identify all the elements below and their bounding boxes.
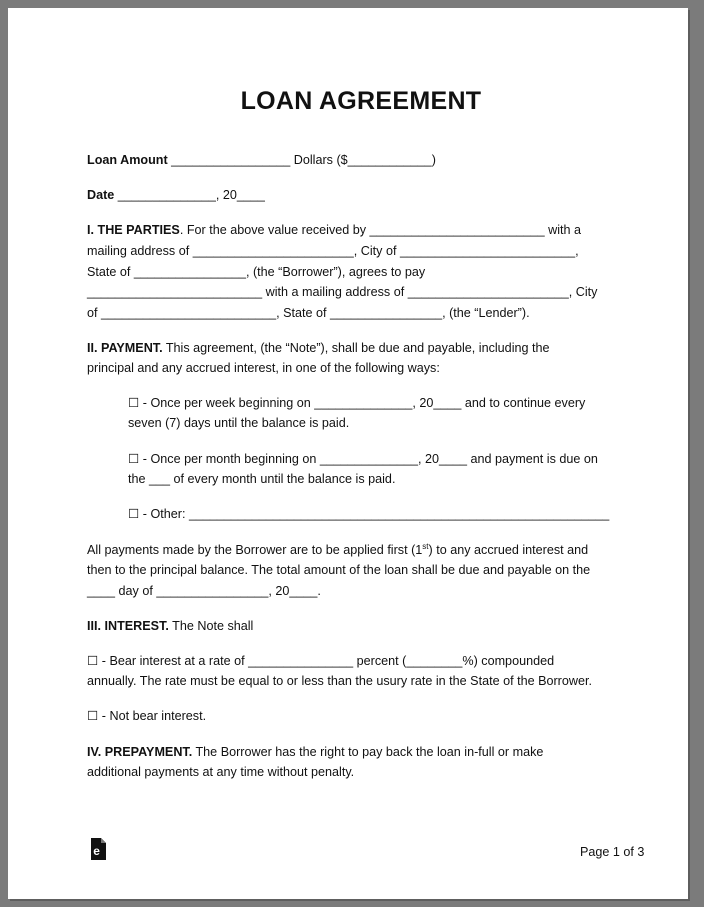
interest-line bbox=[87, 616, 253, 637]
loan-amount-label: Loan Amount bbox=[87, 153, 168, 167]
prepayment-line-2: additional payments at any time without penalty. bbox=[87, 765, 355, 779]
bear-interest-checkbox[interactable]: ☐ - Bear interest at a rate of _______________ percent (________%) compounded bbox=[87, 654, 555, 668]
prepayment-heading: IV. PREPAYMENT. bbox=[87, 745, 193, 759]
applied-line-1 bbox=[87, 540, 588, 561]
parties-line-1 bbox=[87, 220, 581, 241]
monthly-option-checkbox[interactable]: ☐ - Once per month beginning on ______________, 20____ and payment is due on bbox=[128, 452, 598, 466]
parties-text-1: . For the above value received by _________________________ with a bbox=[179, 223, 582, 237]
applied-line-3: ____ day of ________________, 20____. bbox=[87, 584, 321, 598]
monthly-option-text: the ___ of every month until the balance is paid. bbox=[128, 472, 396, 486]
not-bear-interest-checkbox[interactable]: ☐ - Not bear interest. bbox=[87, 709, 207, 723]
applied-line-2: then to the principal balance. The total amount of the loan shall be due and payable on the bbox=[87, 563, 591, 577]
payment-text-1: This agreement, (the “Note”), shall be due and payable, including the bbox=[162, 341, 550, 355]
payment-heading: II. PAYMENT. bbox=[87, 341, 163, 355]
weekly-option-text: seven (7) days until the balance is paid. bbox=[128, 416, 350, 430]
parties-heading: I. THE PARTIES bbox=[87, 223, 180, 237]
eforms-logo-icon bbox=[90, 838, 106, 865]
date-line bbox=[87, 185, 265, 206]
parties-line-5: of _________________________, State of ________________, (the “Lender”). bbox=[87, 306, 530, 320]
prepayment-line-1 bbox=[87, 742, 543, 763]
payment-line-2: principal and any accrued interest, in one of the following ways: bbox=[87, 361, 440, 375]
payment-line-1 bbox=[87, 338, 550, 359]
prepayment-text-1: The Borrower has the right to pay back the loan in-full or make bbox=[192, 745, 544, 759]
interest-text: The Note shall bbox=[168, 619, 254, 633]
loan-amount-line bbox=[87, 150, 436, 171]
parties-line-2: mailing address of _______________________, City of _________________________, bbox=[87, 244, 579, 258]
applied-text-1a: All payments made by the Borrower are to be applied first (1 bbox=[87, 543, 423, 557]
parties-line-4: _________________________ with a mailing address of _______________________, City bbox=[87, 285, 598, 299]
applied-text-1b: ) to any accrued interest and bbox=[428, 543, 589, 557]
page-title: LOAN AGREEMENT bbox=[240, 87, 482, 115]
other-option-checkbox[interactable]: ☐ - Other: ____________________________________________________________ bbox=[128, 507, 610, 521]
loan-amount-blanks: _________________ Dollars ($____________) bbox=[167, 153, 436, 167]
svg-text:e: e bbox=[93, 844, 100, 858]
bear-interest-text: annually. The rate must be equal to or less than the usury rate in the State of the Borrower. bbox=[87, 674, 592, 688]
date-label: Date bbox=[87, 188, 115, 202]
date-blanks: ______________, 20____ bbox=[114, 188, 265, 202]
interest-heading: III. INTEREST. bbox=[87, 619, 169, 633]
applied-superscript: st bbox=[422, 542, 429, 551]
page-number: Page 1 of 3 bbox=[580, 845, 645, 859]
parties-line-3: State of ________________, (the “Borrower”), agrees to pay bbox=[87, 265, 426, 279]
weekly-option-checkbox[interactable]: ☐ - Once per week beginning on ______________, 20____ and to continue every bbox=[128, 396, 586, 410]
document-page bbox=[8, 8, 688, 899]
